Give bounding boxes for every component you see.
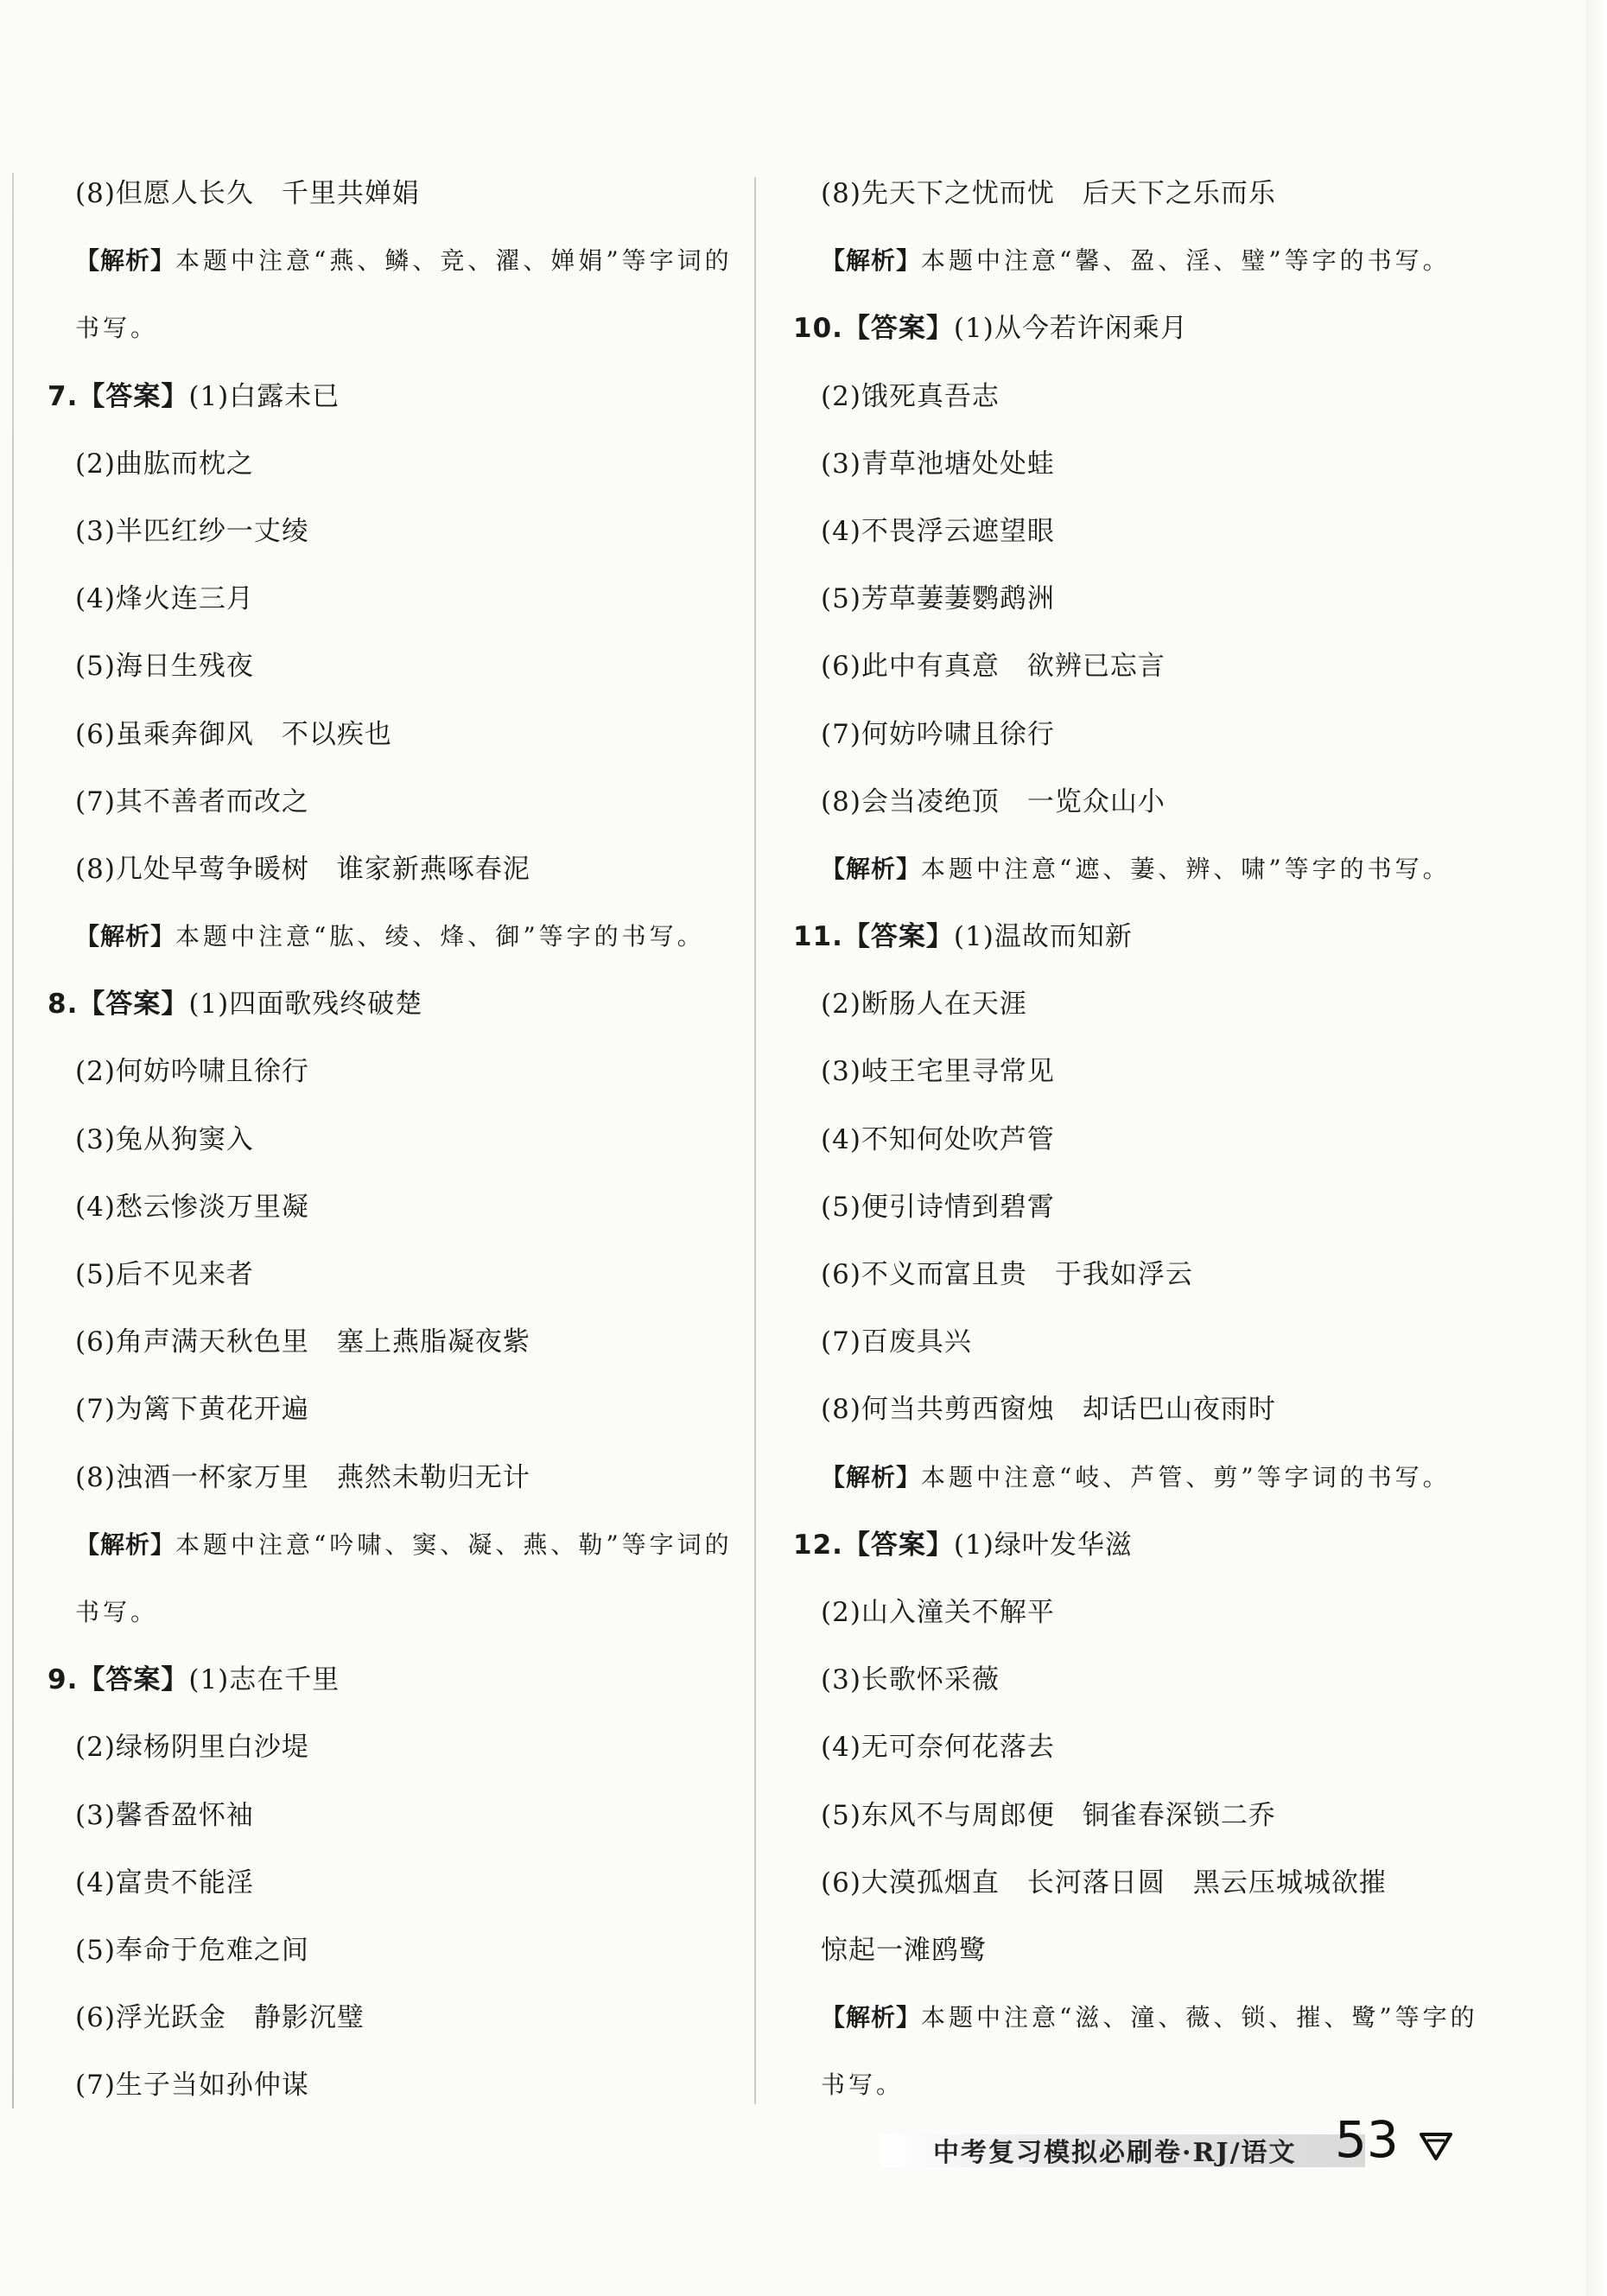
analysis-label: 【解析】 <box>821 246 922 276</box>
q11-item: (8)何当共剪西窗烛 却话巴山夜雨时 <box>821 1394 1276 1426</box>
q11-answer-head <box>793 914 1519 982</box>
q7-item: (6)虽乘奔御风 不以疾也 <box>75 718 392 750</box>
page-number: 53 <box>1335 2110 1399 2169</box>
q7-item: (3)半匹红纱一丈绫 <box>75 515 309 547</box>
q9-item: (7)生子当如孙仲谋 <box>75 2070 309 2102</box>
q9-item: (2)绿杨阴里白沙堤 <box>75 1732 309 1764</box>
q6-analysis <box>48 239 773 306</box>
q7-answer-head <box>48 374 773 442</box>
footer-title <box>933 2131 1297 2169</box>
answer-label: 【答案】 <box>78 380 189 412</box>
q10-answer-head <box>793 306 1519 373</box>
page-edge-shadow <box>12 173 14 2108</box>
q11-item: (4)不知何处吹芦管 <box>821 1123 1055 1155</box>
analysis-text: 本题中注意“滋、潼、薇、锁、摧、鹭”等字的 <box>921 2003 1478 2032</box>
q8-item: (5)后不见来者 <box>75 1259 254 1290</box>
page-footer <box>881 2110 1521 2169</box>
analysis-text: 本题中注意“馨、盈、淫、璧”等字的书写。 <box>921 246 1451 276</box>
q12-analysis <box>793 1995 1519 2063</box>
answer-item: (1)四面歌残终破楚 <box>188 989 423 1021</box>
answer-label: 【答案】 <box>78 1664 189 1696</box>
q11-item: (5)便引诗情到碧霄 <box>821 1191 1055 1223</box>
q10-item: (4)不畏浮云遮望眼 <box>821 515 1055 547</box>
right-column <box>793 171 1519 2130</box>
q10-item: (5)芳草萋萋鹦鹉洲 <box>821 583 1055 615</box>
q6-analysis-cont: 书写。 <box>75 314 159 343</box>
q12-answer-head <box>793 1523 1519 1590</box>
q12-item: (5)东风不与周郎便 铜雀春深锁二乔 <box>821 1799 1276 1831</box>
q11-item: (6)不义而富且贵 于我如浮云 <box>821 1259 1193 1290</box>
page-edge-margin <box>1586 0 1607 2296</box>
q10-item: (7)何妨吟啸且徐行 <box>821 718 1055 750</box>
q7-item: (5)海日生残夜 <box>75 651 254 683</box>
q10-analysis <box>793 847 1519 914</box>
triangle-down-icon <box>1419 2131 1453 2162</box>
q11-item: (3)岐王宅里寻常见 <box>821 1056 1055 1088</box>
q12-item: (4)无可奈何花落去 <box>821 1732 1055 1764</box>
q9-item-8: (8)先天下之忧而忧 后天下之乐而乐 <box>821 178 1276 209</box>
answer-item: (1)从今若许闲乘月 <box>953 313 1188 345</box>
question-number: 7. <box>48 380 79 412</box>
analysis-text: 本题中注意“岐、芦管、剪”等字词的书写。 <box>921 1462 1451 1491</box>
answer-label: 【答案】 <box>842 313 954 345</box>
q8-item: (2)何妨吟啸且徐行 <box>75 1056 309 1088</box>
q7-analysis <box>48 914 773 982</box>
analysis-label: 【解析】 <box>821 854 922 883</box>
analysis-text: 本题中注意“遮、萋、辨、啸”等字的书写。 <box>921 854 1451 883</box>
q11-item: (7)百废具兴 <box>821 1326 972 1358</box>
q8-item: (4)愁云惨淡万里凝 <box>75 1191 309 1223</box>
q9-item: (3)馨香盈怀袖 <box>75 1799 254 1831</box>
answer-item: (1)绿叶发华滋 <box>953 1529 1133 1561</box>
q12-analysis-cont: 书写。 <box>821 2070 905 2100</box>
analysis-text: 本题中注意“吟啸、窦、凝、燕、勒”等字词的 <box>175 1530 733 1559</box>
q8-item: (3)兔从狗窦入 <box>75 1123 254 1155</box>
q8-item: (8)浊酒一杯家万里 燕然未勒归无计 <box>75 1461 530 1493</box>
analysis-label: 【解析】 <box>75 1530 176 1559</box>
q8-analysis <box>48 1523 773 1590</box>
analysis-label: 【解析】 <box>821 2003 922 2032</box>
question-number: 8. <box>48 989 79 1021</box>
q9-item: (5)奉命于危难之间 <box>75 1934 309 1966</box>
q7-item: (2)曲肱而枕之 <box>75 448 254 480</box>
answer-item: (1)志在千里 <box>188 1664 340 1696</box>
analysis-text: 本题中注意“肱、绫、烽、御”等字的书写。 <box>175 922 705 951</box>
q10-item: (3)青草池塘处处蛙 <box>821 448 1055 480</box>
footer-series: 中考复习模拟必刷卷 <box>933 2138 1182 2168</box>
q6-item-8: (8)但愿人长久 千里共婵娟 <box>75 178 420 209</box>
q9-item: (4)富贵不能淫 <box>75 1867 254 1898</box>
analysis-text: 本题中注意“燕、鳞、竞、濯、婵娟”等字词的 <box>175 246 733 276</box>
question-number: 11. <box>793 921 843 953</box>
footer-separator: · <box>1182 2138 1193 2168</box>
q12-item: (2)山入潼关不解平 <box>821 1596 1055 1628</box>
analysis-label: 【解析】 <box>75 246 176 276</box>
q11-analysis <box>793 1455 1519 1523</box>
q8-item: (6)角声满天秋色里 塞上燕脂凝夜紫 <box>75 1326 530 1358</box>
analysis-label: 【解析】 <box>821 1462 922 1491</box>
q9-answer-head <box>48 1657 773 1725</box>
question-number: 9. <box>48 1664 79 1696</box>
answer-item: (1)温故而知新 <box>953 921 1133 953</box>
q12-item-cont: 惊起一滩鸥鹭 <box>821 1934 987 1966</box>
answer-label: 【答案】 <box>842 921 954 953</box>
question-number: 10. <box>793 313 843 345</box>
answer-item: (1)白露未已 <box>188 380 340 412</box>
question-number: 12. <box>793 1529 843 1561</box>
q10-item: (2)饿死真吾志 <box>821 380 1000 412</box>
answer-label: 【答案】 <box>78 989 189 1021</box>
analysis-label: 【解析】 <box>75 922 176 951</box>
q7-item: (4)烽火连三月 <box>75 583 254 615</box>
q8-answer-head <box>48 982 773 1049</box>
left-column <box>48 171 773 2130</box>
q10-item: (8)会当凌绝顶 一览众山小 <box>821 785 1166 817</box>
q11-item: (2)断肠人在天涯 <box>821 989 1027 1021</box>
answer-label: 【答案】 <box>842 1529 954 1561</box>
q8-item: (7)为篱下黄花开遍 <box>75 1394 309 1426</box>
footer-subject: RJ/语文 <box>1192 2138 1297 2168</box>
q9-analysis <box>793 239 1519 306</box>
q12-item: (6)大漠孤烟直 长河落日圆 黑云压城城欲摧 <box>821 1867 1387 1898</box>
q7-item: (8)几处早莺争暖树 谁家新燕啄春泥 <box>75 853 530 885</box>
q7-item: (7)其不善者而改之 <box>75 785 309 817</box>
q10-item: (6)此中有真意 欲辨已忘言 <box>821 651 1166 683</box>
q12-item: (3)长歌怀采薇 <box>821 1664 1000 1696</box>
q9-item: (6)浮光跃金 静影沉璧 <box>75 2002 365 2034</box>
q8-analysis-cont: 书写。 <box>75 1597 159 1626</box>
